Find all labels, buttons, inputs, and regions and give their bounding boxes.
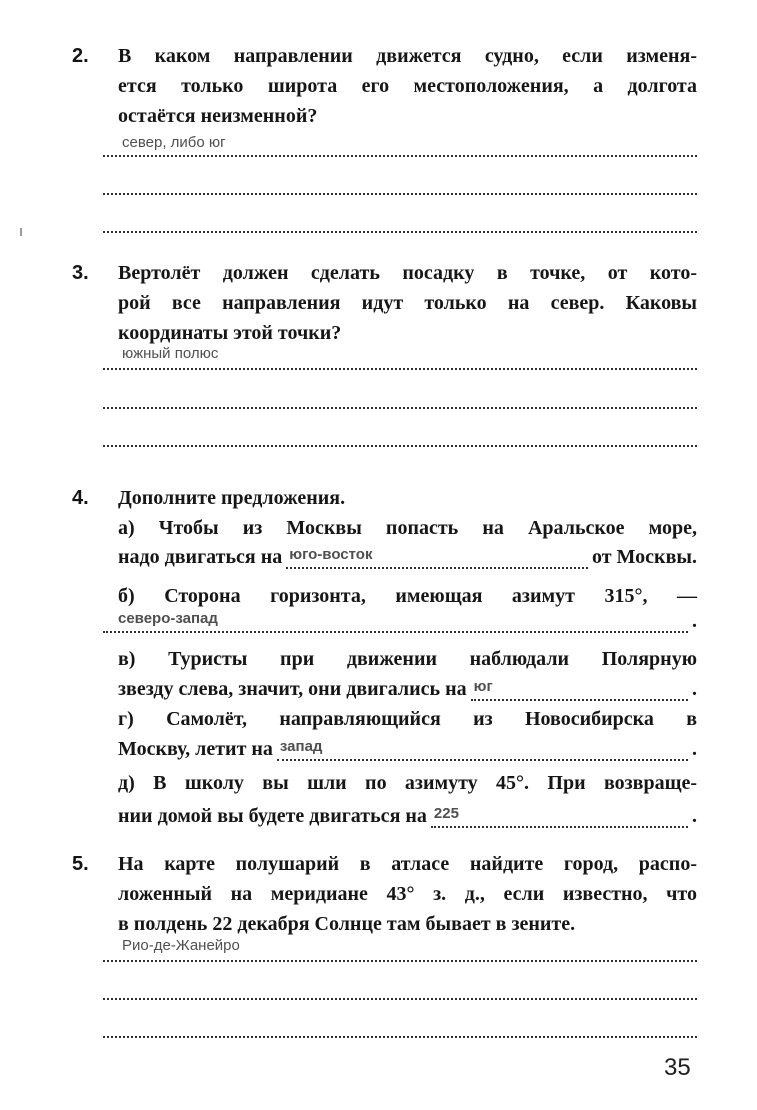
question-4d-blank <box>431 804 688 828</box>
question-4v-suffix: . <box>692 678 697 700</box>
question-5-answer: Рио-де-Жанейро <box>122 937 240 954</box>
question-4g-suffix: . <box>692 738 697 760</box>
question-4v-prefix: звезду слева, значит, они двигались на <box>118 678 467 700</box>
question-4v-line: в) Туристы при движении наблюдали Полярную <box>118 648 697 670</box>
question-2-number: 2. <box>72 45 89 67</box>
answer-dotted-line <box>103 231 697 233</box>
answer-dotted-line <box>103 445 697 447</box>
question-4g-fill-line <box>118 734 697 764</box>
question-4-number: 4. <box>72 487 89 509</box>
question-4b-line: б) Сторона горизонта, имеющая азимут 315°, — <box>118 585 697 607</box>
question-4g-line: г) Самолёт, направляющийся из Новосибирска в <box>118 708 697 730</box>
question-4a-blank <box>286 545 588 569</box>
question-4a-fill-line <box>118 542 697 572</box>
question-4a-answer: юго-восток <box>289 546 373 563</box>
question-4g-answer: запад <box>279 738 323 755</box>
answer-dotted-line <box>103 998 697 1000</box>
answer-dotted-line <box>103 407 697 409</box>
scan-artifact-mark <box>20 228 22 236</box>
question-4a-suffix: от Москвы. <box>592 546 697 568</box>
question-5-line-2: ложенный на меридиане 43° з. д., если известно, что <box>118 883 697 905</box>
question-4g-blank <box>277 737 688 761</box>
question-4v-blank <box>471 677 688 701</box>
question-4a-prefix: надо двигаться на <box>118 546 283 568</box>
question-3-answer: южный полюс <box>122 345 219 362</box>
question-3-line-1: Вертолёт должен сделать посадку в точке, от кото- <box>118 262 697 284</box>
question-4-intro: Дополните предложения. <box>118 487 346 509</box>
question-3-line-2: рой все направления идут только на север. Каковы <box>118 292 697 314</box>
question-4d-prefix: нии домой вы будете двигаться на <box>118 805 427 827</box>
question-3-line-3: координаты этой точки? <box>118 322 342 344</box>
answer-dotted-line <box>103 1036 697 1038</box>
question-4b-blank <box>103 609 688 633</box>
question-4g-prefix: Москву, летит на <box>118 738 273 760</box>
answer-dotted-line <box>103 960 697 962</box>
question-5-number: 5. <box>72 853 89 875</box>
question-4b-suffix: . <box>692 610 697 632</box>
question-4d-line: д) В школу вы шли по азимуту 45°. При возвраще- <box>118 772 697 794</box>
question-2-line-1: В каком направлении движется судно, если изменя- <box>118 45 697 67</box>
question-5-line-3: в полдень 22 декабря Солнце там бывает в зените. <box>118 913 576 935</box>
answer-dotted-line <box>103 155 697 157</box>
question-2-line-2: ется только широта его местоположения, а долгота <box>118 75 697 97</box>
question-5-line-1: На карте полушарий в атласе найдите город, распо- <box>118 853 697 875</box>
question-2-line-3: остаётся неизменной? <box>118 105 318 127</box>
answer-dotted-line <box>103 368 697 370</box>
question-4d-answer: 225 <box>433 805 459 822</box>
question-2-answer: север, либо юг <box>122 134 226 151</box>
question-4v-fill-line <box>118 674 697 704</box>
question-3-number: 3. <box>72 262 89 284</box>
question-4b-fill-line <box>103 606 697 636</box>
question-4d-suffix: . <box>692 805 697 827</box>
question-4d-fill-line <box>118 801 697 831</box>
question-4v-answer: юг <box>473 678 493 695</box>
question-4a-line: а) Чтобы из Москвы попасть на Аральское море, <box>118 517 697 539</box>
question-4b-answer: северо-запад <box>118 610 218 627</box>
page-number: 35 <box>664 1054 691 1081</box>
answer-dotted-line <box>103 193 697 195</box>
